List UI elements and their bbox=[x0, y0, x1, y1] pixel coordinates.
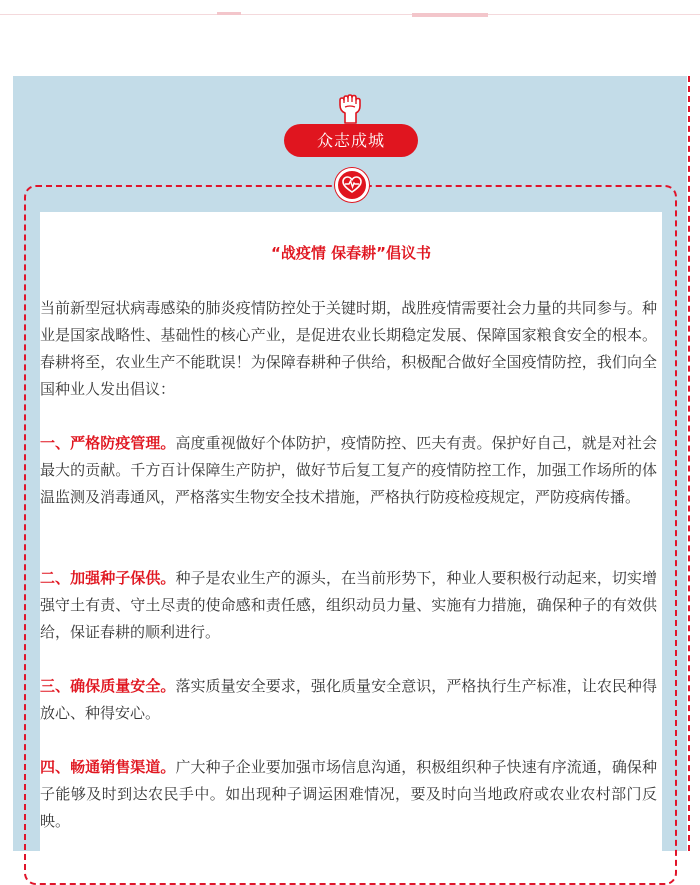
section-text: 广大种子企业要加强市场信息沟通，积极组织种子快速有序流通，确保种子能够及时到达农民手中。如出现种子调运困难情况，要及时向当地政府或农业农村部门反映。 bbox=[40, 758, 657, 830]
section-text: 落实质量安全要求，强化质量安全意识，严格执行生产标准，让农民种得放心、种得安心。 bbox=[40, 677, 657, 722]
section-paragraph bbox=[40, 565, 657, 646]
raised-fist-icon bbox=[336, 93, 366, 125]
section-text: 种子是农业生产的源头，在当前形势下，种业人要积极行动起来，切实增强守土有责、守土尽责的使命感和责任感，组织动员力量、实施有力措施，确保种子的有效供给，保证春耕的顺利进行。 bbox=[40, 569, 657, 641]
top-divider bbox=[0, 14, 700, 15]
panel-edge-dash bbox=[688, 76, 690, 851]
section-heading: 四、畅通销售渠道。 bbox=[40, 758, 176, 776]
document-title: “战疫情 保春耕”倡议书 bbox=[271, 244, 431, 262]
section-paragraph bbox=[40, 673, 657, 727]
top-accent-mark bbox=[217, 12, 241, 15]
section-heading: 二、加强种子保供。 bbox=[40, 569, 176, 587]
heartbeat-icon bbox=[335, 168, 369, 202]
section-text: 高度重视做好个体防护，疫情防控、匹夫有责。保护好自己，就是对社会最大的贡献。千方百计保障生产防护，做好节后复工复产的疫情防控工作，加强工作场所的体温监测及消毒通风，严格落实生物安全技术措施，严格执行防疫检疫规定，严防疫病传播。 bbox=[40, 434, 657, 506]
section-heading: 一、严格防疫管理。 bbox=[40, 434, 176, 452]
top-accent-mark bbox=[412, 13, 488, 17]
intro-paragraph: 当前新型冠状病毒感染的肺炎疫情防控处于关键时期，战胜疫情需要社会力量的共同参与。种业是国家战略性、基础性的核心产业，是促进农业长期稳定发展、保障国家粮食安全的根本。春耕将至，农业生产不能耽误！为保障春耕种子供给，积极配合做好全国疫情防控，我们向全国种业人发出倡议： bbox=[40, 299, 657, 398]
section-heading: 三、确保质量安全。 bbox=[40, 677, 176, 695]
banner-title: 众志成城 bbox=[284, 124, 418, 157]
section-paragraph bbox=[40, 430, 657, 511]
section-paragraph bbox=[40, 754, 657, 835]
